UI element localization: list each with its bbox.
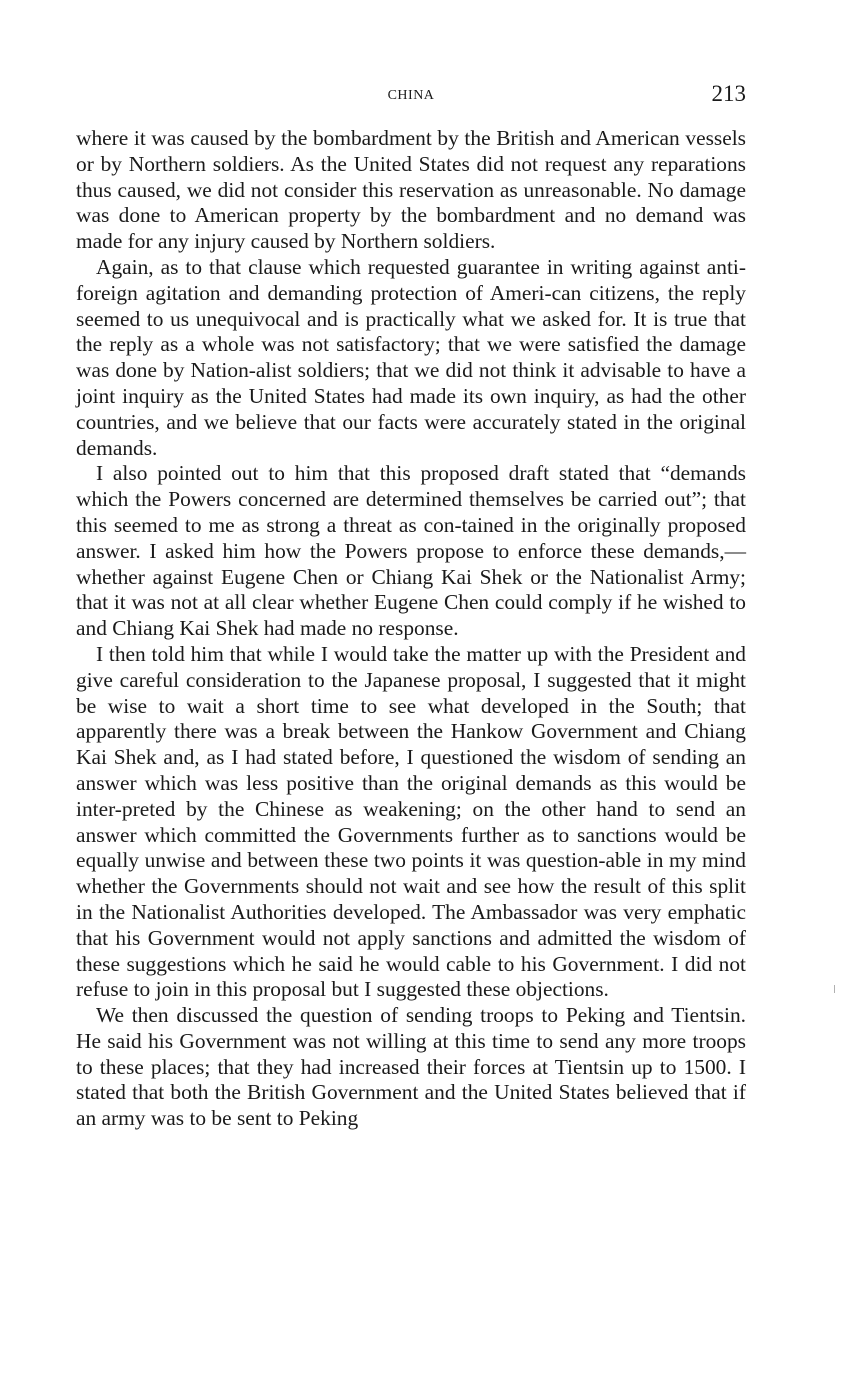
paragraph: I also pointed out to him that this proposed draft stated that “demands which the Powers concerned are determined themselves be carried out”; that this seemed to me as strong a threat as con-tained in the originally proposed answer. I asked him how the Powers propose to enforce these demands,—whether against Eugene Chen or Chiang Kai Shek or the Nationalist Army; that it was not at all clear whether Eugene Chen could comply if he wished to and Chiang Kai Shek had made no response. — [76, 461, 746, 641]
paragraph: We then discussed the question of sending troops to Peking and Tientsin. He said his Government was not willing at this time to send any more troops to these places; that they had increased their forces at Tientsin up to 1500. I stated that both the British Government and the United States believed that if an army was to be sent to Peking — [76, 1003, 746, 1131]
paragraph-continued: where it was caused by the bombardment by the British and American vessels or by Northern soldiers. As the United States did not request any reparations thus caused, we did not consider this reservation as unreasonable. No damage was done to American property by the bombardment and no demand was made for any injury caused by Northern soldiers. — [76, 126, 746, 254]
running-title: CHINA — [387, 88, 435, 103]
paragraph: I then told him that while I would take the matter up with the President and give careful consideration to the Japanese proposal, I suggested that it might be wise to wait a short time to see what developed in the South; that apparently there was a break between the Hankow Government and Chiang Kai Shek and, as I had stated before, I questioned the wisdom of sending an answer which was less positive than the original demands as this would be inter-preted by the Chinese as weakening; on the other hand to send an answer which committed the Governments further as to sanctions would be equally unwise and between these two points it was question-able in my mind whether the Governments should not wait and see how the result of this split in the Nationalist Authorities developed. The Ambassador was very emphatic that his Government would not apply sanctions and admitted the wisdom of these suggestions which he said he would cable to his Government. I did not refuse to join in this proposal but I suggested these objections. — [76, 641, 746, 1002]
margin-mark — [834, 985, 835, 993]
running-header — [76, 0, 746, 108]
paragraph: Again, as to that clause which requested guarantee in writing against anti-foreign agitation and demanding protection of Ameri-can citizens, the reply seemed to us unequivocal and is practically what we asked for. It is true that the reply as a whole was not satisfactory; that we were satisfied the damage was done by Nation-alist soldiers; that we did not think it advisable to have a joint inquiry as the United States had made its own inquiry, as had the other countries, and we believe that our facts were accurately stated in the original demands. — [76, 254, 746, 460]
body-text — [76, 126, 746, 1132]
page-number: 213 — [711, 81, 746, 106]
book-page — [76, 0, 746, 1131]
